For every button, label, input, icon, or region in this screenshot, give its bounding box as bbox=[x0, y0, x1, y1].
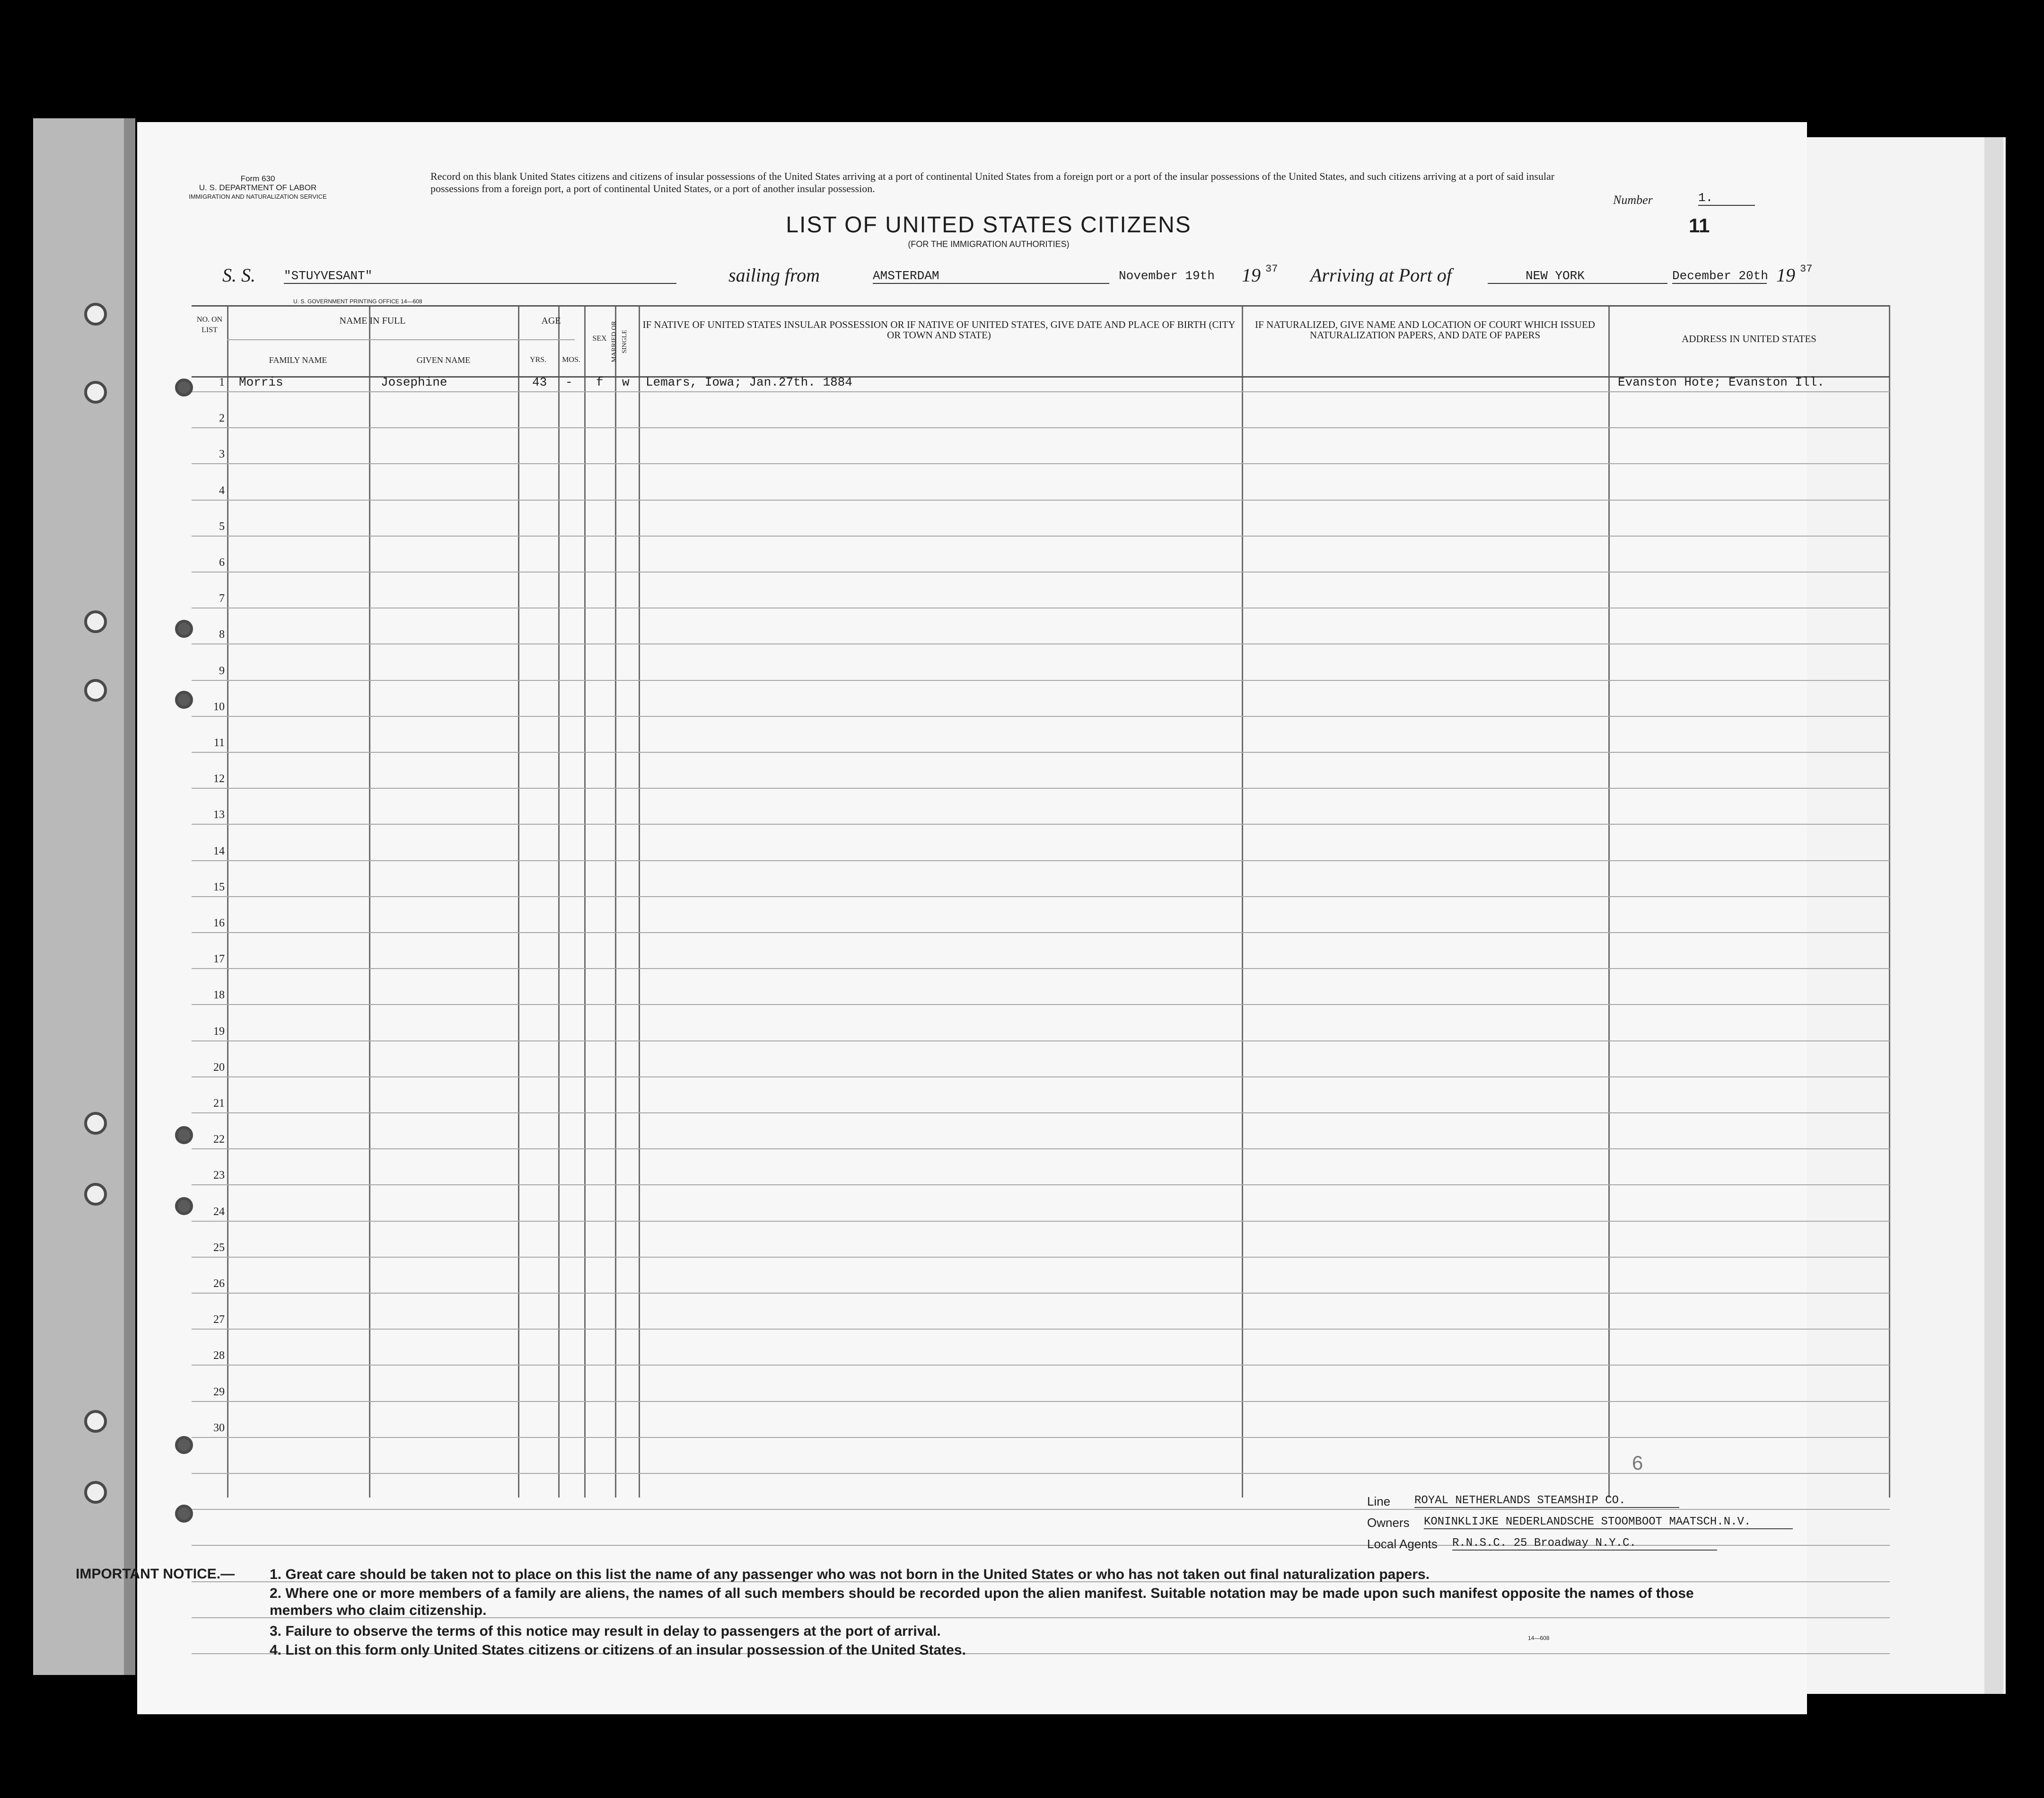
row-rule bbox=[192, 860, 1890, 861]
departure-port: AMSTERDAM bbox=[873, 269, 1109, 284]
row-rule bbox=[192, 716, 1890, 717]
row-number: 12 bbox=[213, 773, 225, 785]
page-stamp: 6 bbox=[1632, 1452, 1643, 1474]
arrival-year: 37 bbox=[1800, 263, 1813, 275]
row-number: 16 bbox=[213, 917, 225, 929]
binder-hole bbox=[84, 1410, 107, 1433]
sailing-label: sailing from bbox=[728, 264, 820, 286]
row-rule bbox=[192, 463, 1890, 464]
family-name-cell: Morris bbox=[239, 375, 283, 389]
birth-cell: Lemars, Iowa; Jan.27th. 1884 bbox=[646, 375, 852, 389]
line-value: ROYAL NETHERLANDS STEAMSHIP CO. bbox=[1414, 1494, 1679, 1508]
arriving-label: Arriving at Port of bbox=[1310, 264, 1452, 286]
row-number: 21 bbox=[213, 1097, 225, 1110]
row-number: 29 bbox=[213, 1385, 225, 1398]
binder-hole bbox=[175, 1505, 193, 1523]
agents-value: R.N.S.C. 25 Broadway N.Y.C. bbox=[1452, 1537, 1717, 1551]
row-number: 10 bbox=[213, 700, 225, 713]
column-rule bbox=[369, 305, 370, 1498]
owners-label: Owners bbox=[1367, 1516, 1410, 1530]
row-rule bbox=[192, 500, 1890, 501]
row-rule bbox=[192, 932, 1890, 933]
row-number: 3 bbox=[219, 448, 225, 461]
binder-hole bbox=[175, 1436, 193, 1454]
binder-hole bbox=[84, 1481, 107, 1504]
notice-heading: IMPORTANT NOTICE.— bbox=[76, 1566, 235, 1582]
binder-hole bbox=[84, 303, 107, 326]
row-rule bbox=[192, 1112, 1890, 1113]
row-number: 23 bbox=[213, 1169, 225, 1182]
row-number: 24 bbox=[213, 1205, 225, 1218]
binder-hole bbox=[175, 691, 193, 709]
binder-hole bbox=[84, 1183, 107, 1206]
header-no-on-list: NO. ON LIST bbox=[196, 316, 223, 334]
notice-1: 1. Great care should be taken not to place on this list the name of any passenger who was not born in the United States or who has not taken out final naturalization papers. bbox=[270, 1567, 1430, 1582]
row-number: 6 bbox=[219, 556, 225, 569]
row-number: 14 bbox=[213, 845, 225, 857]
married-cell: w bbox=[622, 375, 630, 389]
header-age: AGE bbox=[541, 316, 561, 326]
row-number: 2 bbox=[219, 412, 225, 425]
row-rule bbox=[192, 427, 1890, 428]
header-address: ADDRESS IN UNITED STATES bbox=[1682, 333, 1816, 344]
column-rule bbox=[615, 305, 616, 1498]
row-number: 7 bbox=[219, 592, 225, 605]
binder-hole bbox=[175, 1197, 193, 1215]
header-given-name: GIVEN NAME bbox=[416, 355, 471, 365]
number-value: 1. bbox=[1698, 191, 1755, 206]
row-rule bbox=[192, 1257, 1890, 1258]
arrival-year-prefix: 19 bbox=[1776, 264, 1795, 286]
notice-3: 3. Failure to observe the terms of this notice may result in delay to passengers at the port of arrival. bbox=[270, 1623, 941, 1639]
notice-4: 4. List on this form only United States citizens or citizens of an insular possession of the United States. bbox=[270, 1642, 966, 1658]
row-rule bbox=[192, 752, 1890, 753]
printer-note: U. S. GOVERNMENT PRINTING OFFICE 14—608 bbox=[293, 298, 422, 305]
column-rule bbox=[584, 305, 586, 1498]
page-title: LIST OF UNITED STATES CITIZENS bbox=[786, 212, 1192, 238]
header-sex: SEX bbox=[592, 335, 607, 343]
ss-label: S. S. bbox=[222, 264, 255, 286]
column-rule bbox=[1608, 305, 1610, 1498]
line-label: Line bbox=[1367, 1494, 1391, 1508]
service-name: IMMIGRATION AND NATURALIZATION SERVICE bbox=[189, 193, 327, 200]
row-number: 1 bbox=[219, 376, 225, 388]
header-family-name: FAMILY NAME bbox=[269, 355, 327, 365]
row-rule bbox=[192, 536, 1890, 537]
column-rule bbox=[1242, 305, 1243, 1498]
department-name: U. S. DEPARTMENT OF LABOR bbox=[199, 183, 317, 192]
row-rule bbox=[518, 339, 575, 340]
header-yrs: YRS. bbox=[529, 356, 547, 364]
departure-year: 37 bbox=[1265, 263, 1278, 275]
row-rule bbox=[192, 896, 1890, 897]
sex-cell: f bbox=[596, 375, 604, 389]
row-rule bbox=[192, 1365, 1890, 1366]
departure-date: November 19th bbox=[1119, 269, 1215, 283]
row-number: 4 bbox=[219, 484, 225, 497]
row-number: 19 bbox=[213, 1025, 225, 1038]
row-rule bbox=[192, 1293, 1890, 1294]
row-number: 25 bbox=[213, 1241, 225, 1254]
header-married: MARRIED OR SINGLE bbox=[611, 321, 628, 362]
row-rule bbox=[192, 643, 1890, 644]
arrival-date: December 20th bbox=[1672, 269, 1768, 283]
row-number: 20 bbox=[213, 1061, 225, 1074]
row-number: 15 bbox=[213, 881, 225, 893]
adjacent-page bbox=[1802, 137, 2006, 1694]
agents-label: Local Agents bbox=[1367, 1537, 1438, 1551]
row-number: 5 bbox=[219, 520, 225, 533]
form-info bbox=[184, 174, 331, 201]
manifest-table bbox=[192, 305, 1825, 1498]
row-rule bbox=[192, 1040, 1890, 1041]
header-naturalized: IF NATURALIZED, GIVE NAME AND LOCATION OF COURT WHICH ISSUED NATURALIZATION PAPERS, AND DATE OF PAPERS bbox=[1255, 319, 1595, 341]
row-rule bbox=[192, 788, 1890, 789]
row-number: 9 bbox=[219, 664, 225, 677]
owners-value: KONINKLIJKE NEDERLANDSCHE STOOMBOOT MAATSCH.N.V. bbox=[1424, 1516, 1793, 1529]
header-name-in-full: NAME IN FULL bbox=[339, 316, 406, 326]
row-rule bbox=[192, 680, 1890, 681]
given-name-cell: Josephine bbox=[381, 375, 447, 389]
column-rule bbox=[518, 305, 519, 1498]
row-rule bbox=[227, 339, 520, 340]
departure-year-prefix: 19 bbox=[1242, 264, 1261, 286]
row-number: 22 bbox=[213, 1133, 225, 1146]
row-rule bbox=[192, 1076, 1890, 1077]
voyage-line bbox=[222, 263, 1813, 292]
row-number: 30 bbox=[213, 1421, 225, 1434]
header-native-birth: IF NATIVE OF UNITED STATES INSULAR POSSESSION OR IF NATIVE OF UNITED STATES, GIVE DATE AND PLACE OF BIRTH (CITY OR TOWN AND STATE) bbox=[642, 319, 1236, 341]
header-mos: MOS. bbox=[562, 356, 580, 364]
form-number: Form 630 bbox=[240, 174, 275, 183]
row-rule bbox=[192, 824, 1890, 825]
row-rule bbox=[192, 968, 1890, 969]
binder-hole bbox=[84, 381, 107, 404]
column-rule bbox=[558, 305, 560, 1498]
binder-hole bbox=[175, 379, 193, 397]
row-number: 28 bbox=[213, 1349, 225, 1362]
ship-name: "STUYVESANT" bbox=[284, 269, 676, 284]
row-number: 18 bbox=[213, 989, 225, 1002]
row-rule bbox=[192, 1329, 1890, 1330]
sheet-number: 11 bbox=[1689, 214, 1710, 237]
row-rule bbox=[192, 1509, 1890, 1510]
row-rule bbox=[192, 1184, 1890, 1185]
binder-hole bbox=[84, 679, 107, 702]
manifest-page bbox=[137, 122, 1825, 1714]
row-rule bbox=[192, 1221, 1890, 1222]
binder-hole bbox=[84, 1112, 107, 1135]
binder-strip bbox=[33, 118, 130, 1675]
binder-hole bbox=[175, 620, 193, 638]
row-rule bbox=[192, 1148, 1890, 1149]
row-number: 8 bbox=[219, 628, 225, 641]
adjacent-page-edge bbox=[1984, 137, 2003, 1694]
age-months-cell: - bbox=[565, 375, 573, 389]
age-years-cell: 43 bbox=[532, 375, 547, 389]
record-instructions: Record on this blank United States citizens and citizens of insular possessions of the United States arriving at a port of continental United States from a foreign port or a port of the insular possessions of the United States, and such citizens arriving at a port of said insular possessions from a foreign port, a port of continental United States, or a port of another insular possession. bbox=[430, 170, 1555, 194]
column-rule bbox=[227, 305, 228, 1498]
binder-hole bbox=[84, 610, 107, 633]
row-number: 13 bbox=[213, 809, 225, 821]
binder-hole bbox=[175, 1126, 193, 1144]
number-label: Number bbox=[1613, 193, 1653, 207]
row-rule bbox=[192, 305, 1890, 307]
row-number: 17 bbox=[213, 953, 225, 966]
row-number: 11 bbox=[213, 737, 225, 749]
address-cell: Evanston Hote; Evanston Ill. bbox=[1618, 375, 1825, 389]
arrival-port: NEW YORK bbox=[1488, 269, 1667, 284]
row-rule bbox=[192, 391, 1890, 392]
page-subtitle: (FOR THE IMMIGRATION AUTHORITIES) bbox=[908, 239, 1070, 249]
row-rule bbox=[192, 1401, 1890, 1402]
row-rule bbox=[192, 572, 1890, 573]
column-rule bbox=[1889, 305, 1890, 1498]
column-rule bbox=[639, 305, 640, 1498]
row-number: 27 bbox=[213, 1313, 225, 1326]
notice-2: 2. Where one or more members of a family are aliens, the names of all such members should be recorded upon the alien manifest. Suitable notation may be made upon such manifest opposite the names of those members who claim citizenship. bbox=[270, 1586, 1694, 1618]
printer-code: 14—608 bbox=[1528, 1635, 1550, 1641]
binder-edge bbox=[124, 118, 135, 1675]
row-rule bbox=[192, 1004, 1890, 1005]
row-number: 26 bbox=[213, 1278, 225, 1290]
row-rule bbox=[192, 1437, 1890, 1438]
